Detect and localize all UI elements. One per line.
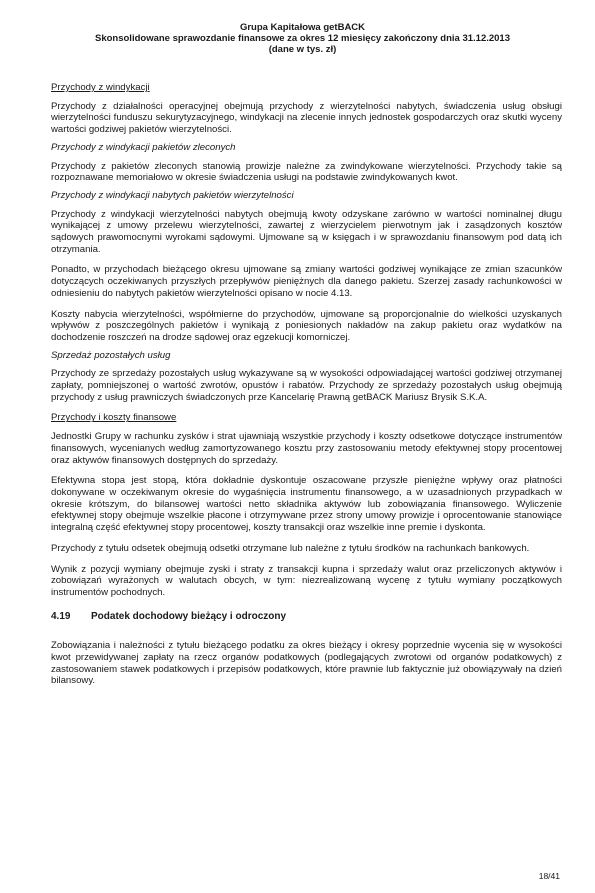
heading-pakiety-nabyte: Przychody z windykacji nabytych pakietów wierzytelności — [51, 189, 294, 201]
header-units: (dane w tys. zł) — [268, 44, 337, 55]
paragraph: Jednostki Grupy w rachunku zysków i strat ujawniają wszystkie przychody i koszty odsetkowe dotyczące instrumentów finansowych, wycenianych według zamortyzowanego kosztu przy zastosowaniu metody efektywnej stopy procentowej oraz aktywów finansowych dostępnych do sprzedaży. — [51, 431, 562, 466]
paragraph: Efektywna stopa jest stopą, która dokładnie dyskontuje oszacowane przyszłe pieniężne wpływy oraz płatności dokonywane w oczekiwanym okresie do wygaśnięcia instrumentu finansowego, a w uzasadnionych przypadkach w okresie krótszym, do bilansowej wartości netto składnika aktywów lub zobowiązania finansowego. Wyliczenie efektywnej stopy obejmuje wszelkie płacone i otrzymywane przez strony umowy prowizje i oprocentowanie stanowiące integralną część efektywnej stopy procentowej, koszty transakcji oraz wszelkie inne premie i dyskonta. — [51, 475, 562, 534]
paragraph: Przychody z pakietów zleconych stanowią prowizje należne za zwindykowane wierzytelności. Przychody takie są rozpoznawane memoriałowo w okresie świadczenia usługi na podstawie zwindykowanych kwot. — [51, 160, 562, 184]
paragraph: Przychody z tytułu odsetek obejmują odsetki otrzymane lub należne z tytułu środków na rachunkach bankowych. — [51, 542, 530, 554]
page-header — [50, 22, 555, 55]
header-report-title: Skonsolidowane sprawozdanie finansowe za okres 12 miesięcy zakończony dnia 31.12.2013 — [95, 33, 510, 44]
page-number: 18/41 — [538, 871, 560, 881]
paragraph: Koszty nabycia wierzytelności, współmierne do przychodów, ujmowane są proporcjonalnie do wielkości uzyskanych wpływów z poszczególnych pakietów i wynikają z poniesionych nakładów na zakup pakietu oraz wydatków na dochodzenie roszczeń na drodze sądowej oraz egzekucji komorniczej. — [51, 308, 562, 343]
section-number: 4.19 — [51, 610, 71, 622]
paragraph: Przychody z działalności operacyjnej obejmują przychody z wierzytelności nabytych, świadczenia usług obsługi wierzytelności funduszu sekurytyzacyjnego, windykacji na zlecenie innych jednostek gospodarczych oraz skutki wyceny wartości godziwej pakietów wierzytelności. — [51, 100, 562, 136]
heading-sprzedaz-uslug: Sprzedaż pozostałych usług — [51, 349, 171, 361]
paragraph: Przychody ze sprzedaży pozostałych usług wykazywane są w wysokości odpowiadającej wartości godziwej otrzymanej zapłaty, pomniejszonej o wartość zwrotów, opustów i rabatów. Przychody ze sprzedaży pozostałych usług obejmują przychody z usług prawniczych świadczonych prze Kancelarię Prawną getBACK Mariusz Brysik S.K.A. — [51, 368, 562, 403]
paragraph: Ponadto, w przychodach bieżącego okresu ujmowane są zmiany wartości godziwej wynikające ze zmian szacunków dotyczących oczekiwanych przyszłych przepływów pieniężnych dla danego pakietu. Szerzej zasady rachunkowości w odniesieniu do nabytych pakietów wierzytelności opisano w nocie 4.13. — [51, 264, 562, 299]
paragraph: Wynik z pozycji wymiany obejmuje zyski i straty z transakcji kupna i sprzedaży walut oraz przeliczonych aktywów i zobowiązań wyrażonych w walutach obcych, w tym: niezrealizowaną wycenę z tytułu wymiany początkowych instrumentów pochodnych. — [51, 563, 562, 598]
section-title-4-19 — [51, 611, 562, 623]
document-body — [51, 82, 562, 696]
section-title-text: Podatek dochodowy bieżący i odroczony — [91, 610, 287, 622]
heading-przychody-i-koszty-finansowe: Przychody i koszty finansowe — [51, 412, 177, 424]
paragraph: Przychody z windykacji wierzytelności nabytych obejmują kwoty odzyskane zarówno w wartości nominalnej długu wynikającej z umowy przelewu wierzytelności, zawartej z wierzycielem pierwotnym jak i zasądzonych kosztów sądowych prawomocnymi wyrokami sądowymi. Ujmowane są w księgach i w sprawozdaniu finansowym pod datą ich otrzymania. — [51, 208, 562, 255]
paragraph: Zobowiązania i należności z tytułu bieżącego podatku za okres bieżący i okresy poprzednie wycenia się w wysokości kwot przewidywanej zapłaty na rzecz organów podatkowych (podlegających zwrotowi od organów podatkowych) z zastosowaniem stawek podatkowych i przepisów podatkowych, które prawnie lub faktycznie już obowiązywały na dzień bilansowy. — [51, 640, 562, 687]
header-company: Grupa Kapitałowa getBACK — [239, 22, 366, 33]
heading-przychody-z-windykacji: Przychody z windykacji — [51, 82, 150, 93]
heading-pakiety-zlecone: Przychody z windykacji pakietów zleconych — [51, 141, 236, 153]
